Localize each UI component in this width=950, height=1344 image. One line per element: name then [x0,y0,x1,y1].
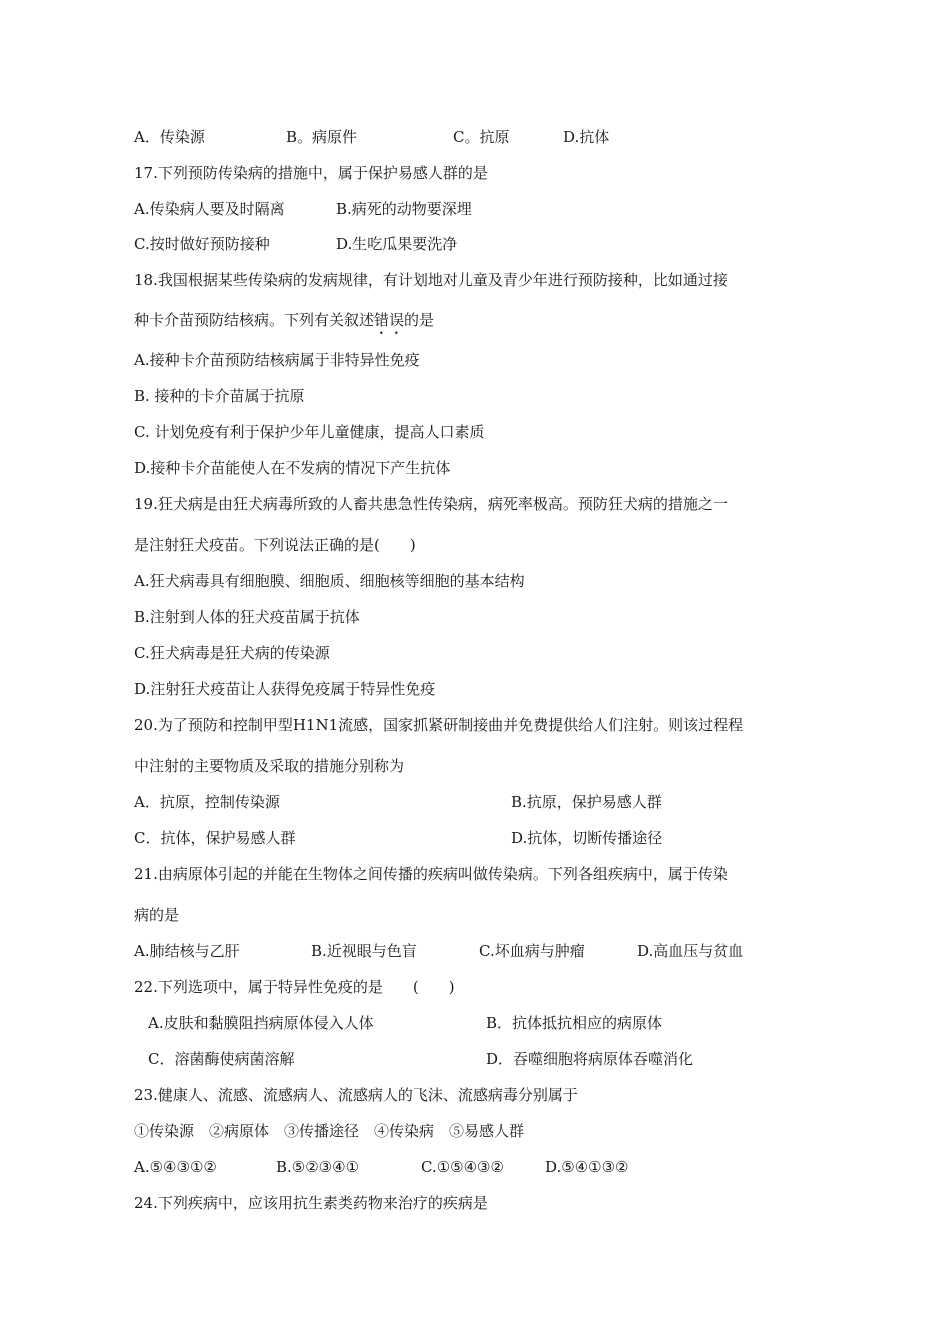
q18-option-c: C. 计划免疫有利于保护少年儿童健康，提高人口素质 [134,423,485,441]
q22-option-a: A.皮肤和黏膜阻挡病原体侵入人体 [148,1014,374,1032]
q20-stem-line2: 中注射的主要物质及采取的措施分别称为 [134,757,405,775]
q20-option-d: D.抗体，切断传播途径 [511,829,663,847]
q23-option-b: B.⑤②③④① [276,1158,360,1176]
q23-option-a: A.⑤④③①② [134,1158,217,1176]
q21-option-d: D.高血压与贫血 [637,942,744,960]
q19-stem-line1: 19.狂犬病是由狂犬病毒所致的人畜共患急性传染病，病死率极高。预防狂犬病的措施之一 [134,495,728,513]
q18-stem-line2-post: 的是 [404,311,435,329]
q18-stem-line2 [134,310,434,338]
q19-option-c: C.狂犬病毒是狂犬病的传染源 [134,644,330,662]
q23-items: ①传染源 ②病原体 ③传播途径 ④传染病 ⑤易感人群 [134,1122,525,1140]
q22-option-b: B．抗体抵抗相应的病原体 [486,1014,663,1032]
q23-option-d: D.⑤④①③② [545,1158,629,1176]
q17-option-a: A.传染病人要及时隔离 [134,200,285,218]
q21-option-b: B.近视眼与色盲 [311,942,417,960]
q20-option-a: A．抗原，控制传染源 [134,793,280,811]
q21-stem-line1: 21.由病原体引起的并能在生物体之间传播的疾病叫做传染病。下列各组疾病中，属于传染 [134,865,728,883]
q17-option-d: D.生吃瓜果要洗净 [336,235,458,253]
q16-option-a: A．传染源 [134,128,205,146]
q21-option-c: C.坏血病与肿瘤 [479,942,585,960]
q23-option-c: C.①⑤④③② [421,1158,504,1176]
q19-option-b: B.注射到人体的狂犬疫苗属于抗体 [134,608,360,626]
q22-option-d: D．吞噬细胞将病原体吞噬消化 [486,1050,694,1068]
q20-option-c: C．抗体，保护易感人群 [134,829,296,847]
q16-option-d: D.抗体 [563,128,610,146]
q19-option-d: D.注射狂犬疫苗让人获得免疫属于特异性免疫 [134,680,436,698]
q21-stem-line2: 病的是 [134,906,180,924]
q18-stem-emphasis: 错误 [374,311,405,329]
q18-stem-line1: 18.我国根据某些传染病的发病规律，有计划地对儿童及青少年进行预防接种，比如通过接 [134,271,728,289]
q17-option-c: C.按时做好预防接种 [134,235,270,253]
q19-option-a: A.狂犬病毒具有细胞膜、细胞质、细胞核等细胞的基本结构 [134,572,525,590]
q18-option-b: B. 接种的卡介苗属于抗原 [134,387,305,405]
q17-option-b: B.病死的动物要深埋 [336,200,472,218]
q20-stem-line1: 20.为了预防和控制甲型H1N1流感，国家抓紧研制接曲并免费提供给人们注射。则该过程程 [134,716,744,734]
q20-option-b: B.抗原，保护易感人群 [511,793,662,811]
q16-option-b: B。病原件 [286,128,358,146]
q16-option-c: C。抗原 [453,128,510,146]
q24-stem: 24.下列疾病中，应该用抗生素类药物来治疗的疾病是 [134,1194,488,1212]
q19-stem-line2: 是注射狂犬疫苗。下列说法正确的是( ) [134,536,416,554]
q22-stem: 22.下列选项中，属于特异性免疫的是 ( ) [134,978,455,996]
q23-stem: 23.健康人、流感、流感病人、流感病人的飞沫、流感病毒分别属于 [134,1086,578,1104]
q18-stem-line2-pre: 种卡介苗预防结核病。下列有关叙述 [134,311,375,329]
q17-stem: 17.下列预防传染病的措施中，属于保护易感人群的是 [134,164,488,182]
q18-option-a: A.接种卡介苗预防结核病属于非特异性免疫 [134,351,420,369]
q21-option-a: A.肺结核与乙肝 [134,942,240,960]
q18-option-d: D.接种卡介苗能使人在不发病的情况下产生抗体 [134,459,451,477]
q22-option-c: C．溶菌酶使病菌溶解 [148,1050,295,1068]
